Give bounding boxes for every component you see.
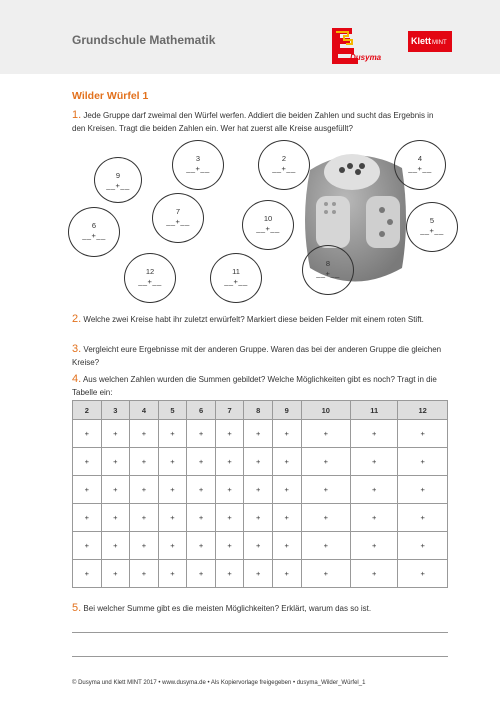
table-cell[interactable]: + — [215, 504, 244, 532]
table-cell[interactable]: + — [272, 476, 301, 504]
table-cell[interactable]: + — [130, 476, 159, 504]
table-row — [73, 504, 448, 532]
column-header: 3 — [101, 401, 130, 420]
task-text: Bei welcher Summe gibt es die meisten Möglichkeiten? Erklärt, warum das so ist. — [83, 604, 372, 613]
sum-circle[interactable] — [406, 202, 458, 252]
table-cell[interactable]: + — [301, 448, 351, 476]
table-cell[interactable]: + — [130, 560, 159, 588]
circle-sum: 6 — [91, 221, 97, 230]
circle-blank: __+__ — [138, 277, 162, 286]
page-header — [0, 0, 500, 74]
table-cell[interactable]: + — [301, 560, 351, 588]
table-cell[interactable]: + — [244, 504, 273, 532]
circle-sum: 9 — [115, 171, 121, 180]
task-text: Welche zwei Kreise habt ihr zuletzt erwürfelt? Markiert diese beiden Felder mit einem roten Stift. — [83, 315, 424, 324]
table-cell[interactable]: + — [398, 504, 448, 532]
table-cell[interactable]: + — [272, 448, 301, 476]
brand-title: Grundschule Mathematik — [72, 33, 216, 47]
footer-text: © Dusyma und Klett MINT 2017 • www.dusyma.de • Als Kopiervorlage freigegeben • dusyma_Wilder_Würfel_1 — [72, 680, 366, 686]
task-number: 5. — [72, 602, 82, 614]
task-5 — [72, 602, 447, 616]
table-cell[interactable]: + — [158, 560, 187, 588]
table-row — [73, 532, 448, 560]
table-cell[interactable]: + — [130, 532, 159, 560]
table-cell[interactable]: + — [351, 532, 398, 560]
column-header: 10 — [301, 401, 351, 420]
task-text: Vergleicht eure Ergebnisse mit der anderen Gruppe. Waren das bei der anderen Gruppe die gleichen Kreise? — [72, 345, 442, 367]
table-cell[interactable]: + — [215, 476, 244, 504]
circle-blank: __+__ — [186, 164, 210, 173]
table-cell[interactable]: + — [351, 448, 398, 476]
column-header: 8 — [244, 401, 273, 420]
circle-sum: 4 — [417, 154, 423, 163]
circle-blank: __+__ — [224, 277, 248, 286]
sum-circle[interactable] — [124, 253, 176, 303]
table-cell[interactable]: + — [187, 420, 216, 448]
sum-circle[interactable] — [94, 157, 142, 203]
table-header-row — [73, 401, 448, 420]
circle-sum: 12 — [145, 267, 155, 276]
klett-logo-text: Klett — [411, 36, 431, 46]
table-cell[interactable]: + — [130, 420, 159, 448]
task-2 — [72, 313, 447, 327]
table-cell[interactable]: + — [301, 504, 351, 532]
circle-blank: __+__ — [316, 269, 340, 278]
table-cell[interactable]: + — [244, 532, 273, 560]
table-cell[interactable]: + — [351, 420, 398, 448]
table-cell[interactable]: + — [158, 504, 187, 532]
table-cell[interactable]: + — [73, 504, 102, 532]
table-cell[interactable]: + — [301, 476, 351, 504]
table-cell[interactable]: + — [398, 476, 448, 504]
mint-logo-text: MINT — [432, 40, 447, 46]
table-row — [73, 420, 448, 448]
table-cell[interactable]: + — [301, 532, 351, 560]
sum-circle[interactable] — [210, 253, 262, 303]
task-text: Aus welchen Zahlen wurden die Summen gebildet? Welche Möglichkeiten gibt es noch? Tragt in die Tabelle ein: — [72, 375, 437, 397]
table-row — [73, 476, 448, 504]
table-cell[interactable]: + — [272, 504, 301, 532]
circle-blank: __+__ — [420, 226, 444, 235]
table-cell[interactable]: + — [158, 420, 187, 448]
answer-line[interactable] — [72, 656, 448, 657]
table-cell[interactable]: + — [101, 476, 130, 504]
table-cell[interactable]: + — [101, 504, 130, 532]
task-number: 4. — [72, 373, 82, 385]
table-cell[interactable]: + — [73, 448, 102, 476]
table-cell[interactable]: + — [398, 448, 448, 476]
table-cell[interactable]: + — [272, 560, 301, 588]
worksheet-title: Wilder Würfel 1 — [72, 90, 149, 102]
circle-sum: 11 — [232, 267, 240, 276]
table-cell[interactable]: + — [73, 532, 102, 560]
sum-circle[interactable] — [68, 207, 120, 257]
table-cell[interactable]: + — [130, 504, 159, 532]
table-cell[interactable]: + — [187, 532, 216, 560]
answer-line[interactable] — [72, 632, 448, 633]
circle-sum: 3 — [195, 154, 201, 163]
table-cell[interactable]: + — [215, 560, 244, 588]
sum-circle[interactable] — [242, 200, 294, 250]
table-row — [73, 448, 448, 476]
table-cell[interactable]: + — [244, 448, 273, 476]
circle-sum: 10 — [263, 214, 273, 223]
table-cell[interactable]: + — [244, 476, 273, 504]
table-cell[interactable]: + — [73, 560, 102, 588]
table-cell[interactable]: + — [398, 532, 448, 560]
circle-blank: __+__ — [272, 164, 296, 173]
table-cell[interactable]: + — [215, 448, 244, 476]
table-cell[interactable]: + — [130, 448, 159, 476]
table-cell[interactable]: + — [101, 560, 130, 588]
column-header: 12 — [398, 401, 448, 420]
table-cell[interactable]: + — [215, 420, 244, 448]
column-header: 7 — [215, 401, 244, 420]
circle-blank: __+__ — [166, 217, 190, 226]
table-cell[interactable]: + — [158, 476, 187, 504]
circle-blank: __+__ — [82, 231, 106, 240]
task-number: 1. — [72, 109, 82, 121]
klett-mint-logo — [408, 31, 452, 52]
sum-circle[interactable] — [258, 140, 310, 190]
task-4 — [72, 373, 447, 399]
table-cell[interactable]: + — [73, 476, 102, 504]
table-cell[interactable]: + — [158, 532, 187, 560]
circle-sum: 2 — [281, 154, 287, 163]
sum-circle[interactable] — [394, 140, 446, 190]
table-cell[interactable]: + — [351, 560, 398, 588]
table-cell[interactable]: + — [272, 532, 301, 560]
table-cell[interactable]: + — [398, 560, 448, 588]
dusyma-logo-text: Dusyma — [350, 53, 382, 62]
column-header: 9 — [272, 401, 301, 420]
sum-circle[interactable] — [152, 193, 204, 243]
table-cell[interactable]: + — [158, 448, 187, 476]
column-header: 2 — [73, 401, 102, 420]
column-header: 6 — [187, 401, 216, 420]
circle-sum: 8 — [325, 259, 331, 268]
table-cell[interactable]: + — [101, 532, 130, 560]
table-cell[interactable]: + — [215, 532, 244, 560]
table-cell[interactable]: + — [101, 420, 130, 448]
circle-sum: 5 — [429, 216, 435, 225]
task-1 — [72, 109, 447, 135]
table-cell[interactable]: + — [187, 448, 216, 476]
circle-blank: __+__ — [106, 181, 130, 190]
table-cell[interactable]: + — [301, 420, 351, 448]
sum-circle[interactable] — [172, 140, 224, 190]
table-cell[interactable]: + — [187, 560, 216, 588]
table-cell[interactable]: + — [398, 420, 448, 448]
task-number: 3. — [72, 343, 82, 355]
circle-sum: 7 — [175, 207, 181, 216]
table-cell[interactable]: + — [351, 504, 398, 532]
table-row — [73, 560, 448, 588]
task-3 — [72, 343, 447, 369]
sum-circle[interactable] — [302, 245, 354, 295]
task-number: 2. — [72, 313, 82, 325]
table-cell[interactable]: + — [351, 476, 398, 504]
table-cell[interactable]: + — [73, 420, 102, 448]
circle-blank: __+__ — [408, 164, 432, 173]
table-cell[interactable]: + — [272, 420, 301, 448]
sum-table — [72, 400, 448, 588]
table-cell[interactable]: + — [244, 560, 273, 588]
task-text: Jede Gruppe darf zweimal den Würfel werfen. Addiert die beiden Zahlen und sucht das Ergebnis in den Kreisen. Tragt die beiden Zahlen ein. Wer hat zuerst alle Kreise ausgefüllt? — [72, 111, 434, 133]
column-header: 11 — [351, 401, 398, 420]
column-header: 5 — [158, 401, 187, 420]
table-cell[interactable]: + — [187, 504, 216, 532]
table-cell[interactable]: + — [187, 476, 216, 504]
circle-blank: __+__ — [256, 224, 280, 233]
table-cell[interactable]: + — [244, 420, 273, 448]
column-header: 4 — [130, 401, 159, 420]
table-cell[interactable]: + — [101, 448, 130, 476]
